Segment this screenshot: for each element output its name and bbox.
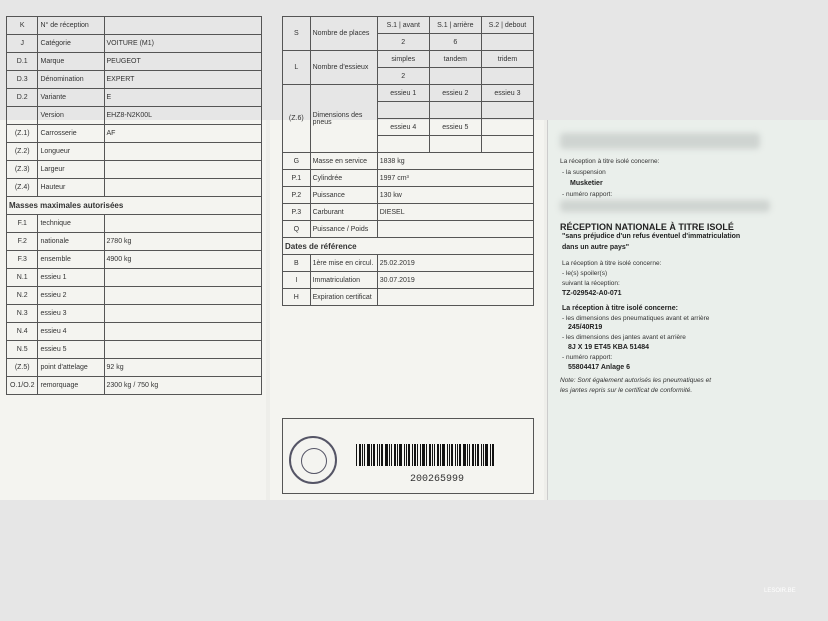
barcode-bar: [437, 444, 439, 466]
rp-line: - numéro rapport:: [562, 354, 613, 361]
barcode-bar: [377, 444, 378, 466]
rp-line: - les dimensions des jantes avant et arrière: [562, 334, 686, 341]
barcode-bar: [463, 444, 466, 466]
table-row: [7, 17, 262, 35]
row-code: P.3: [283, 204, 311, 221]
rp-line: Musketier: [570, 180, 603, 187]
barcode-bar: [477, 444, 479, 466]
row-label: Largeur: [38, 161, 104, 179]
technical-specs-table: [282, 16, 534, 306]
tyre-value: [429, 102, 481, 119]
s-value: 2: [377, 34, 429, 51]
essieu-label: essieu 4: [377, 119, 429, 136]
barcode-bar: [426, 444, 427, 466]
table-row: [7, 377, 262, 395]
barcode-bar: [434, 444, 435, 466]
row-code: F.2: [7, 233, 38, 251]
essieu-label: essieu 3: [481, 85, 533, 102]
watermark: LESOIR.BE: [764, 588, 796, 594]
barcode-icon: [356, 444, 520, 466]
row-code: (Z.5): [7, 359, 38, 377]
row-value: 2780 kg: [104, 233, 261, 251]
barcode-bar: [447, 444, 448, 466]
row-label: Variante: [38, 89, 104, 107]
barcode-bar: [422, 444, 425, 466]
barcode-bar: [391, 444, 392, 466]
essieu-label: essieu 2: [429, 85, 481, 102]
barcode-bar: [385, 444, 388, 466]
row-value: 92 kg: [104, 359, 261, 377]
row-value: [104, 269, 261, 287]
row-code: O.1/O.2: [7, 377, 38, 395]
l-value: [481, 68, 533, 85]
row-code: P.2: [283, 187, 311, 204]
row-value: VOITURE (M1): [104, 35, 261, 53]
table-row: [283, 289, 534, 306]
barcode-bar: [457, 444, 458, 466]
official-seal-icon: [289, 436, 337, 484]
redacted-area: [560, 133, 760, 149]
row-value: AF: [104, 125, 261, 143]
row-code: N.1: [7, 269, 38, 287]
row-value: E: [104, 89, 261, 107]
row-label: nationale: [38, 233, 104, 251]
table-row: [7, 341, 262, 359]
tyre-value: [481, 102, 533, 119]
table-row: [7, 53, 262, 71]
row-label: Carburant: [310, 204, 377, 221]
redacted-area: [560, 200, 770, 212]
table-row: [7, 161, 262, 179]
row-code: D.1: [7, 53, 38, 71]
row-value: [377, 221, 533, 238]
rp-line: TZ-029542-A0-071: [562, 290, 622, 297]
row-value: [104, 287, 261, 305]
row-label: essieu 1: [38, 269, 104, 287]
row-value: [104, 161, 261, 179]
s-value: 6: [429, 34, 481, 51]
row-value: [104, 179, 261, 197]
essieu-label: essieu 5: [429, 119, 481, 136]
l-label: Nombre d'essieux: [310, 51, 377, 85]
barcode-bar: [371, 444, 372, 466]
row-value: 130 kw: [377, 187, 533, 204]
row-label: 1ère mise en circul.: [310, 255, 377, 272]
row-label: point d'attelage: [38, 359, 104, 377]
rp-line: - les dimensions des pneumatiques avant et arrière: [562, 315, 710, 322]
row-label: ensemble: [38, 251, 104, 269]
table-row: [283, 170, 534, 187]
s-header: S.2 | debout: [481, 17, 533, 34]
row-code: G: [283, 153, 311, 170]
row-value: 30.07.2019: [377, 272, 533, 289]
row-label: essieu 5: [38, 341, 104, 359]
table-row: [283, 272, 534, 289]
rp-line: La réception à titre isolé concerne:: [562, 305, 678, 312]
barcode-bar: [373, 444, 375, 466]
barcode-bar: [442, 444, 445, 466]
rp-line: - la suspension: [562, 169, 606, 176]
row-label: Puissance / Poids: [310, 221, 377, 238]
row-code: P.1: [283, 170, 311, 187]
rp-heading: RÉCEPTION NATIONALE À TITRE ISOLÉ: [560, 222, 734, 232]
row-code: (Z.4): [7, 179, 38, 197]
l-value: 2: [377, 68, 429, 85]
row-code: H: [283, 289, 311, 306]
row-code: [7, 107, 38, 125]
barcode-bar: [404, 444, 405, 466]
barcode-bar: [449, 444, 450, 466]
row-code: N.3: [7, 305, 38, 323]
barcode-bar: [481, 444, 482, 466]
row-value: [104, 305, 261, 323]
row-code: B: [283, 255, 311, 272]
table-row: [283, 153, 534, 170]
barcode-bar: [399, 444, 402, 466]
row-label: technique: [38, 215, 104, 233]
row-label: essieu 3: [38, 305, 104, 323]
row-label: Catégorie: [38, 35, 104, 53]
row-code: D.2: [7, 89, 38, 107]
row-value: PEUGEOT: [104, 53, 261, 71]
table-row: [7, 233, 262, 251]
barcode-bar: [429, 444, 431, 466]
row-value: 2300 kg / 750 kg: [104, 377, 261, 395]
z6-code: (Z.6): [283, 85, 311, 153]
row-value: EHZ8-N2K00L: [104, 107, 261, 125]
barcode-bar: [356, 444, 357, 466]
table-row: [7, 215, 262, 233]
row-label: Hauteur: [38, 179, 104, 197]
row-value: 1838 kg: [377, 153, 533, 170]
row-code: N.4: [7, 323, 38, 341]
barcode-bar: [362, 444, 363, 466]
l-type: simples: [377, 51, 429, 68]
rp-note: Note: Sont également autorisés les pneumatiques et: [560, 377, 712, 384]
row-code: I: [283, 272, 311, 289]
row-label: Dénomination: [38, 71, 104, 89]
row-label: Cylindrée: [310, 170, 377, 187]
rp-line: suivant la réception:: [562, 280, 620, 287]
row-value: 25.02.2019: [377, 255, 533, 272]
table-row: [7, 107, 262, 125]
rp-line: La réception à titre isolé concerne:: [560, 158, 660, 165]
row-value: [104, 323, 261, 341]
rp-line: - le(s) spoiler(s): [562, 270, 608, 277]
barcode-bar: [364, 444, 365, 466]
barcode-bar: [367, 444, 370, 466]
row-value: [104, 341, 261, 359]
row-label: remorquage: [38, 377, 104, 395]
barcode-bar: [485, 444, 488, 466]
s-label: Nombre de places: [310, 17, 377, 51]
vehicle-details-table: [6, 16, 262, 395]
dates-title: Dates de référence: [283, 238, 534, 255]
barcode-bar: [490, 444, 491, 466]
rp-line: 8J X 19 ET45 KBA 51484: [568, 344, 650, 351]
row-label: Longueur: [38, 143, 104, 161]
row-code: (Z.3): [7, 161, 38, 179]
table-row: [7, 89, 262, 107]
barcode-bar: [432, 444, 433, 466]
row-code: (Z.2): [7, 143, 38, 161]
row-value: 1997 cm³: [377, 170, 533, 187]
barcode-bar: [469, 444, 470, 466]
row-value: [377, 289, 533, 306]
barcode-bar: [397, 444, 398, 466]
barcode-bar: [472, 444, 474, 466]
l-value: [429, 68, 481, 85]
s-header: S.1 | avant: [377, 17, 429, 34]
barcode-bar: [381, 444, 383, 466]
table-row: [283, 187, 534, 204]
tyre-value: [377, 136, 429, 153]
l-type: tandem: [429, 51, 481, 68]
row-code: F.3: [7, 251, 38, 269]
barcode-bar: [459, 444, 461, 466]
table-row: [7, 269, 262, 287]
table-row: [7, 251, 262, 269]
table-row: [283, 221, 534, 238]
barcode-number: 200265999: [410, 474, 465, 485]
barcode-bar: [451, 444, 453, 466]
row-value: [104, 143, 261, 161]
row-code: (Z.1): [7, 125, 38, 143]
row-code: D.3: [7, 71, 38, 89]
row-code: N.2: [7, 287, 38, 305]
barcode-bar: [359, 444, 361, 466]
row-label: Masse en service: [310, 153, 377, 170]
tyre-value: [481, 136, 533, 153]
barcode-bar: [440, 444, 441, 466]
table-row: [7, 179, 262, 197]
row-code: F.1: [7, 215, 38, 233]
row-label: Immatriculation: [310, 272, 377, 289]
table-row: [7, 143, 262, 161]
s-code: S: [283, 17, 311, 51]
barcode-bar: [394, 444, 396, 466]
table-row: [283, 204, 534, 221]
l-type: tridem: [481, 51, 533, 68]
essieu-label: essieu 1: [377, 85, 429, 102]
rp-note: les jantes repris sur le certificat de conformité.: [560, 387, 693, 394]
barcode-bar: [408, 444, 410, 466]
table-row: [283, 255, 534, 272]
barcode-bar: [420, 444, 421, 466]
rp-line: La réception à titre isolé concerne:: [562, 260, 662, 267]
s-value: [481, 34, 533, 51]
rp-line: 55804417 Anlage 6: [568, 364, 631, 371]
table-row: [7, 125, 262, 143]
barcode-bar: [455, 444, 456, 466]
row-code: Q: [283, 221, 311, 238]
row-label: Carrosserie: [38, 125, 104, 143]
rp-sub: dans un autre pays": [562, 244, 630, 251]
barcode-bar: [389, 444, 390, 466]
table-row: [7, 359, 262, 377]
barcode-bar: [483, 444, 484, 466]
barcode-bar: [414, 444, 416, 466]
row-code: N.5: [7, 341, 38, 359]
tyre-value: [377, 102, 429, 119]
z6-label: Dimensions des pneus: [310, 85, 377, 153]
table-row: [7, 35, 262, 53]
essieu-label: [481, 119, 533, 136]
row-code: K: [7, 17, 38, 35]
table-row: [7, 305, 262, 323]
row-label: N° de réception: [38, 17, 104, 35]
table-row: [7, 287, 262, 305]
row-code: J: [7, 35, 38, 53]
barcode-bar: [406, 444, 407, 466]
barcode-bar: [417, 444, 418, 466]
row-value: [104, 215, 261, 233]
row-label: Expiration certificat: [310, 289, 377, 306]
row-value: [104, 17, 261, 35]
row-label: Version: [38, 107, 104, 125]
row-label: Puissance: [310, 187, 377, 204]
rp-line: 245/40R19: [568, 324, 603, 331]
table-row: [7, 71, 262, 89]
row-label: essieu 4: [38, 323, 104, 341]
row-value: DIESEL: [377, 204, 533, 221]
l-code: L: [283, 51, 311, 85]
masses-title: Masses maximales autorisées: [7, 197, 262, 215]
barcode-bar: [379, 444, 380, 466]
rp-sub: "sans préjudice d'un refus éventuel d'immatriculation: [562, 233, 741, 240]
barcode-bar: [467, 444, 468, 466]
tyre-value: [429, 136, 481, 153]
barcode-bar: [492, 444, 494, 466]
barcode-bar: [475, 444, 476, 466]
table-row: [7, 323, 262, 341]
rp-line: - numéro rapport:: [562, 191, 613, 198]
s-header: S.1 | arrière: [429, 17, 481, 34]
row-value: EXPERT: [104, 71, 261, 89]
row-value: 4900 kg: [104, 251, 261, 269]
barcode-bar: [412, 444, 413, 466]
row-label: Marque: [38, 53, 104, 71]
row-label: essieu 2: [38, 287, 104, 305]
